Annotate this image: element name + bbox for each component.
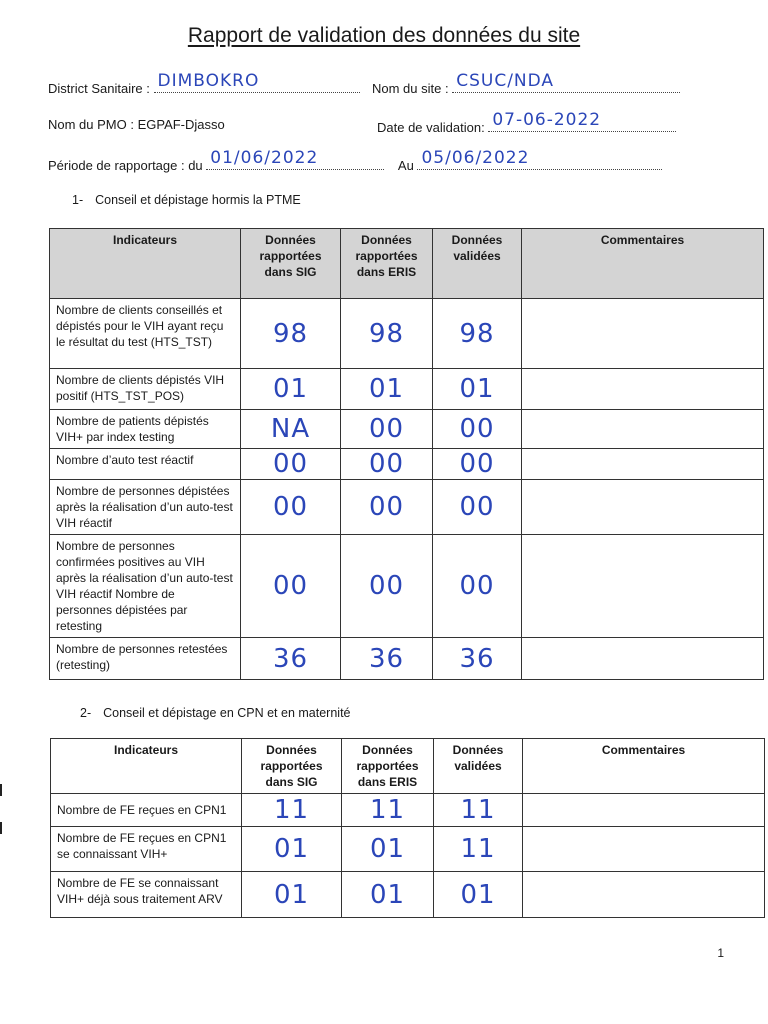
col-header-eris: Données rapportées dans ERIS	[341, 229, 433, 299]
row-label: Nombre de FE reçues en CPN1 se connaissant VIH+	[51, 827, 242, 872]
col-header-commentaires: Commentaires	[522, 229, 764, 299]
eris-value: 36	[368, 643, 405, 674]
validated-value: 11	[460, 834, 496, 864]
eris-value: 00	[368, 492, 405, 522]
section2-number: 2-	[80, 706, 92, 720]
col-header-eris: Données rapportées dans ERIS	[342, 739, 434, 794]
table-row	[50, 480, 764, 535]
date-field	[377, 110, 676, 135]
comment-cell	[523, 872, 765, 918]
site-value: CSUC/NDA	[456, 71, 555, 91]
section1-table	[49, 228, 764, 680]
page-title: Rapport de validation des données du site	[187, 24, 581, 47]
section2-heading	[80, 706, 351, 720]
eris-value: 01	[369, 879, 406, 910]
comment-cell	[522, 535, 764, 638]
eris-value: 01	[368, 374, 405, 404]
validated-value: 36	[459, 643, 495, 674]
eris-value: 01	[369, 834, 406, 864]
table-row	[50, 535, 764, 638]
period-from-value: 01/06/2022	[210, 148, 319, 168]
period-to-value: 05/06/2022	[421, 148, 530, 168]
row-label: Nombre de personnes retestées (retesting)	[50, 638, 241, 680]
comment-cell	[522, 449, 764, 480]
comment-cell	[523, 827, 765, 872]
date-value: 07-06-2022	[492, 110, 602, 130]
eris-value: 00	[368, 414, 405, 444]
sig-value: 11	[273, 795, 310, 825]
sig-value: 36	[272, 643, 309, 674]
col-header-validees: Données validées	[433, 229, 522, 299]
pmo-label: Nom du PMO : EGPAF-Djasso	[48, 117, 225, 132]
sig-value: 00	[272, 492, 309, 522]
col-header-indicateurs: Indicateurs	[50, 229, 241, 299]
eris-value: 98	[368, 318, 405, 349]
table-row	[50, 410, 764, 449]
site-label: Nom du site :	[372, 81, 449, 96]
date-fill-line	[488, 110, 676, 132]
row-label: Nombre de personnes confirmées positives au VIH après la réalisation d’un auto-test VIH réactif Nombre de personnes dépistées par retesting	[50, 535, 241, 638]
district-field	[48, 71, 360, 96]
validated-value: 00	[459, 414, 495, 444]
table-row	[50, 638, 764, 680]
table-row	[50, 299, 764, 369]
col-header-commentaires: Commentaires	[523, 739, 765, 794]
comment-cell	[523, 794, 765, 827]
section1-heading	[72, 193, 301, 207]
district-fill-line	[154, 71, 360, 93]
period-to-fill-line	[417, 148, 662, 170]
validated-value: 98	[459, 318, 495, 349]
row-label: Nombre de clients dépistés VIH positif (HTS_TST_POS)	[50, 369, 241, 410]
validated-value: 01	[459, 374, 495, 404]
eris-value: 00	[368, 449, 405, 479]
section1-header-row	[50, 229, 764, 299]
table-row	[50, 449, 764, 480]
scan-edge-mark	[0, 784, 2, 796]
row-label: Nombre de clients conseillés et dépistés pour le VIH ayant reçu le résultat du test (HTS_TST)	[50, 299, 241, 369]
table-row	[51, 827, 765, 872]
row-label: Nombre de patients dépistés VIH+ par index testing	[50, 410, 241, 449]
validated-value: 11	[460, 795, 496, 825]
comment-cell	[522, 638, 764, 680]
comment-cell	[522, 299, 764, 369]
date-label: Date de validation:	[377, 120, 485, 135]
sig-value: 00	[272, 571, 309, 601]
col-header-indicateurs: Indicateurs	[51, 739, 242, 794]
site-fill-line	[452, 71, 680, 93]
sig-value: 01	[273, 879, 310, 910]
page-number: 1	[717, 946, 724, 960]
sig-value: NA	[270, 414, 311, 444]
site-field	[372, 71, 680, 96]
section2-table	[50, 738, 765, 918]
period-field	[48, 148, 662, 173]
sig-value: 01	[272, 374, 309, 404]
validated-value: 01	[460, 879, 496, 910]
comment-cell	[522, 369, 764, 410]
row-label: Nombre de personnes dépistées après la réalisation d’un auto-test VIH réactif	[50, 480, 241, 535]
section1-number: 1-	[72, 193, 84, 207]
section2-title: Conseil et dépistage en CPN et en maternité	[103, 706, 351, 720]
period-to-label: Au	[397, 158, 414, 173]
eris-value: 00	[368, 571, 405, 601]
section1-title: Conseil et dépistage hormis la PTME	[95, 193, 301, 207]
col-header-sig: Données rapportées dans SIG	[242, 739, 342, 794]
scan-edge-mark	[0, 822, 2, 834]
sig-value: 98	[272, 318, 309, 349]
section2-header-row	[51, 739, 765, 794]
eris-value: 11	[369, 795, 406, 825]
row-label: Nombre d’auto test réactif	[50, 449, 241, 480]
pmo-field	[48, 117, 225, 132]
period-label: Période de rapportage : du	[48, 158, 203, 173]
period-from-fill-line	[206, 148, 384, 170]
comment-cell	[522, 480, 764, 535]
validated-value: 00	[459, 449, 495, 479]
row-label: Nombre de FE reçues en CPN1	[51, 794, 242, 827]
validated-value: 00	[459, 571, 495, 601]
row-label: Nombre de FE se connaissant VIH+ déjà sous traitement ARV	[51, 872, 242, 918]
comment-cell	[522, 410, 764, 449]
sig-value: 01	[273, 834, 310, 864]
table-row	[51, 794, 765, 827]
validated-value: 00	[459, 492, 495, 522]
col-header-validees: Données validées	[434, 739, 523, 794]
district-label: District Sanitaire :	[48, 81, 150, 96]
col-header-sig: Données rapportées dans SIG	[241, 229, 341, 299]
district-value: DIMBOKRO	[157, 71, 260, 91]
sig-value: 00	[272, 449, 309, 479]
table-row	[51, 872, 765, 918]
table-row	[50, 369, 764, 410]
